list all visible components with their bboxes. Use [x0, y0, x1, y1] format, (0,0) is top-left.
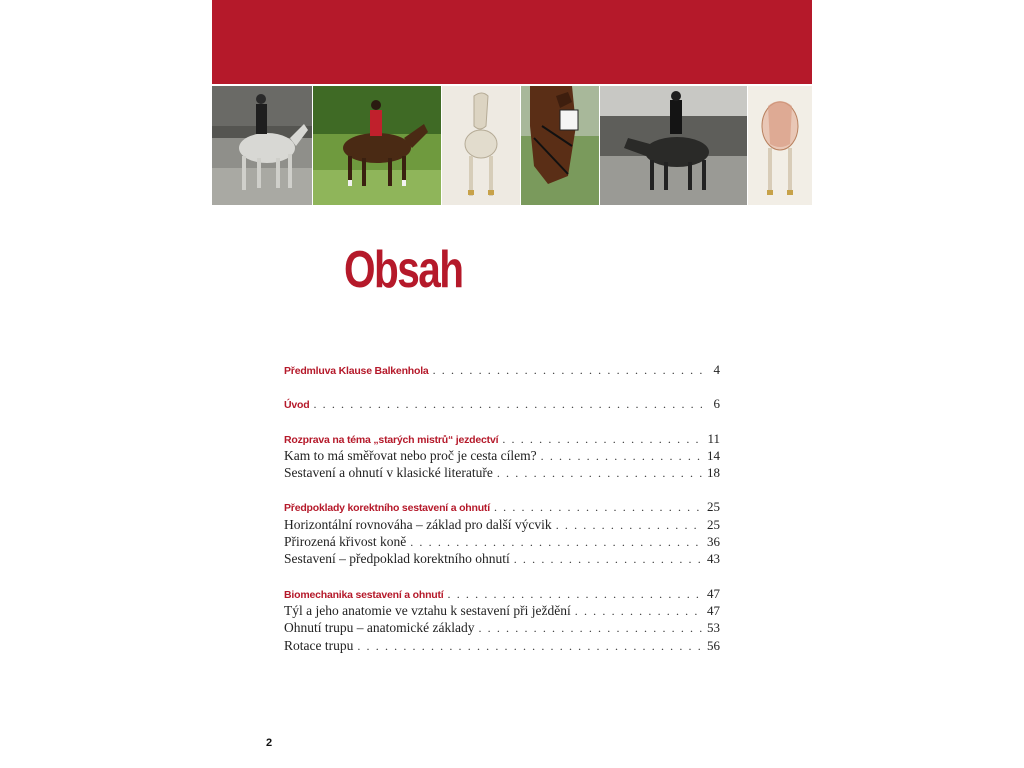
toc-leader-dots [497, 466, 702, 481]
rider-stadium-dark-horse-bw-photo [600, 86, 747, 205]
toc-entry-label: Biomechanika sestavení a ohnutí [284, 588, 444, 601]
toc-entry[interactable] [284, 620, 720, 637]
toc-entry[interactable] [284, 638, 720, 655]
toc-entry-page: 11 [707, 430, 720, 446]
toc-entry-page: 4 [713, 362, 720, 377]
toc-entry-label: Přirozená křivost koně [284, 534, 407, 550]
header-red-band [212, 0, 812, 84]
toc-leader-dots [448, 587, 702, 602]
toc-entry[interactable] [284, 448, 720, 465]
toc-entry-label: Předpoklady korektního sestavení a ohnutí [284, 502, 490, 515]
toc-leader-dots [575, 604, 702, 619]
toc-entry-label: Rozprava na téma „starých mistrů“ jezdectví [284, 433, 499, 446]
toc-entry-page: 56 [707, 637, 720, 653]
toc-leader-dots [502, 432, 702, 447]
table-of-contents [284, 362, 720, 655]
toc-entry[interactable] [284, 586, 720, 603]
toc-entry-page: 14 [707, 447, 720, 463]
toc-entry-page: 43 [707, 551, 720, 567]
header-photo-strip [212, 86, 812, 205]
horse-skeleton-front-illustration [442, 86, 520, 205]
toc-leader-dots [556, 518, 702, 533]
toc-entry[interactable] [284, 362, 720, 379]
toc-entry-label: Ohnutí trupu – anatomické základy [284, 620, 475, 636]
toc-entry-page: 36 [707, 534, 720, 550]
toc-entry[interactable] [284, 551, 720, 568]
toc-entry-label: Týl a jeho anatomie ve vztahu k sestavení při ježdění [284, 602, 571, 618]
toc-entry[interactable] [284, 499, 720, 516]
horse-muscles-rear-illustration [748, 86, 812, 205]
page-number: 2 [266, 737, 273, 749]
toc-leader-dots [494, 500, 702, 515]
rider-bay-horse-meadow-photo [313, 86, 441, 205]
toc-leader-dots [357, 639, 702, 654]
toc-entry[interactable] [284, 431, 720, 448]
toc-entry-page: 47 [707, 602, 720, 618]
toc-entry-label: Úvod [284, 399, 310, 412]
toc-entry-page: 53 [707, 620, 720, 636]
toc-leader-dots [313, 397, 702, 412]
toc-leader-dots [541, 449, 702, 464]
toc-entry-page: 47 [707, 585, 720, 601]
toc-leader-dots [410, 535, 702, 550]
toc-leader-dots [478, 621, 702, 636]
toc-entry-page: 25 [707, 516, 720, 532]
toc-entry[interactable] [284, 517, 720, 534]
toc-entry-label: Horizontální rovnováha – základ pro další výcvik [284, 516, 552, 532]
toc-entry-label: Sestavení – předpoklad korektního ohnutí [284, 551, 510, 567]
toc-entry-page: 18 [707, 465, 720, 481]
toc-entry-page: 6 [713, 396, 720, 412]
toc-entry[interactable] [284, 603, 720, 620]
page-title: Obsah [344, 241, 463, 299]
toc-entry-label: Kam to má směřovat nebo proč je cesta cílem? [284, 447, 537, 463]
toc-entry[interactable] [284, 396, 720, 413]
horse-head-bridle-closeup-photo [521, 86, 599, 205]
toc-entry[interactable] [284, 534, 720, 551]
toc-entry-label: Rotace trupu [284, 637, 354, 653]
dressage-rider-grey-horse-bw-photo [212, 86, 312, 205]
toc-entry[interactable] [284, 465, 720, 482]
toc-entry-label: Sestavení a ohnutí v klasické literatuře [284, 465, 493, 481]
toc-entry-label: Předmluva Klause Balkenhola [284, 365, 429, 377]
toc-leader-dots [433, 363, 702, 378]
toc-leader-dots [514, 552, 702, 567]
toc-entry-page: 25 [707, 499, 720, 515]
